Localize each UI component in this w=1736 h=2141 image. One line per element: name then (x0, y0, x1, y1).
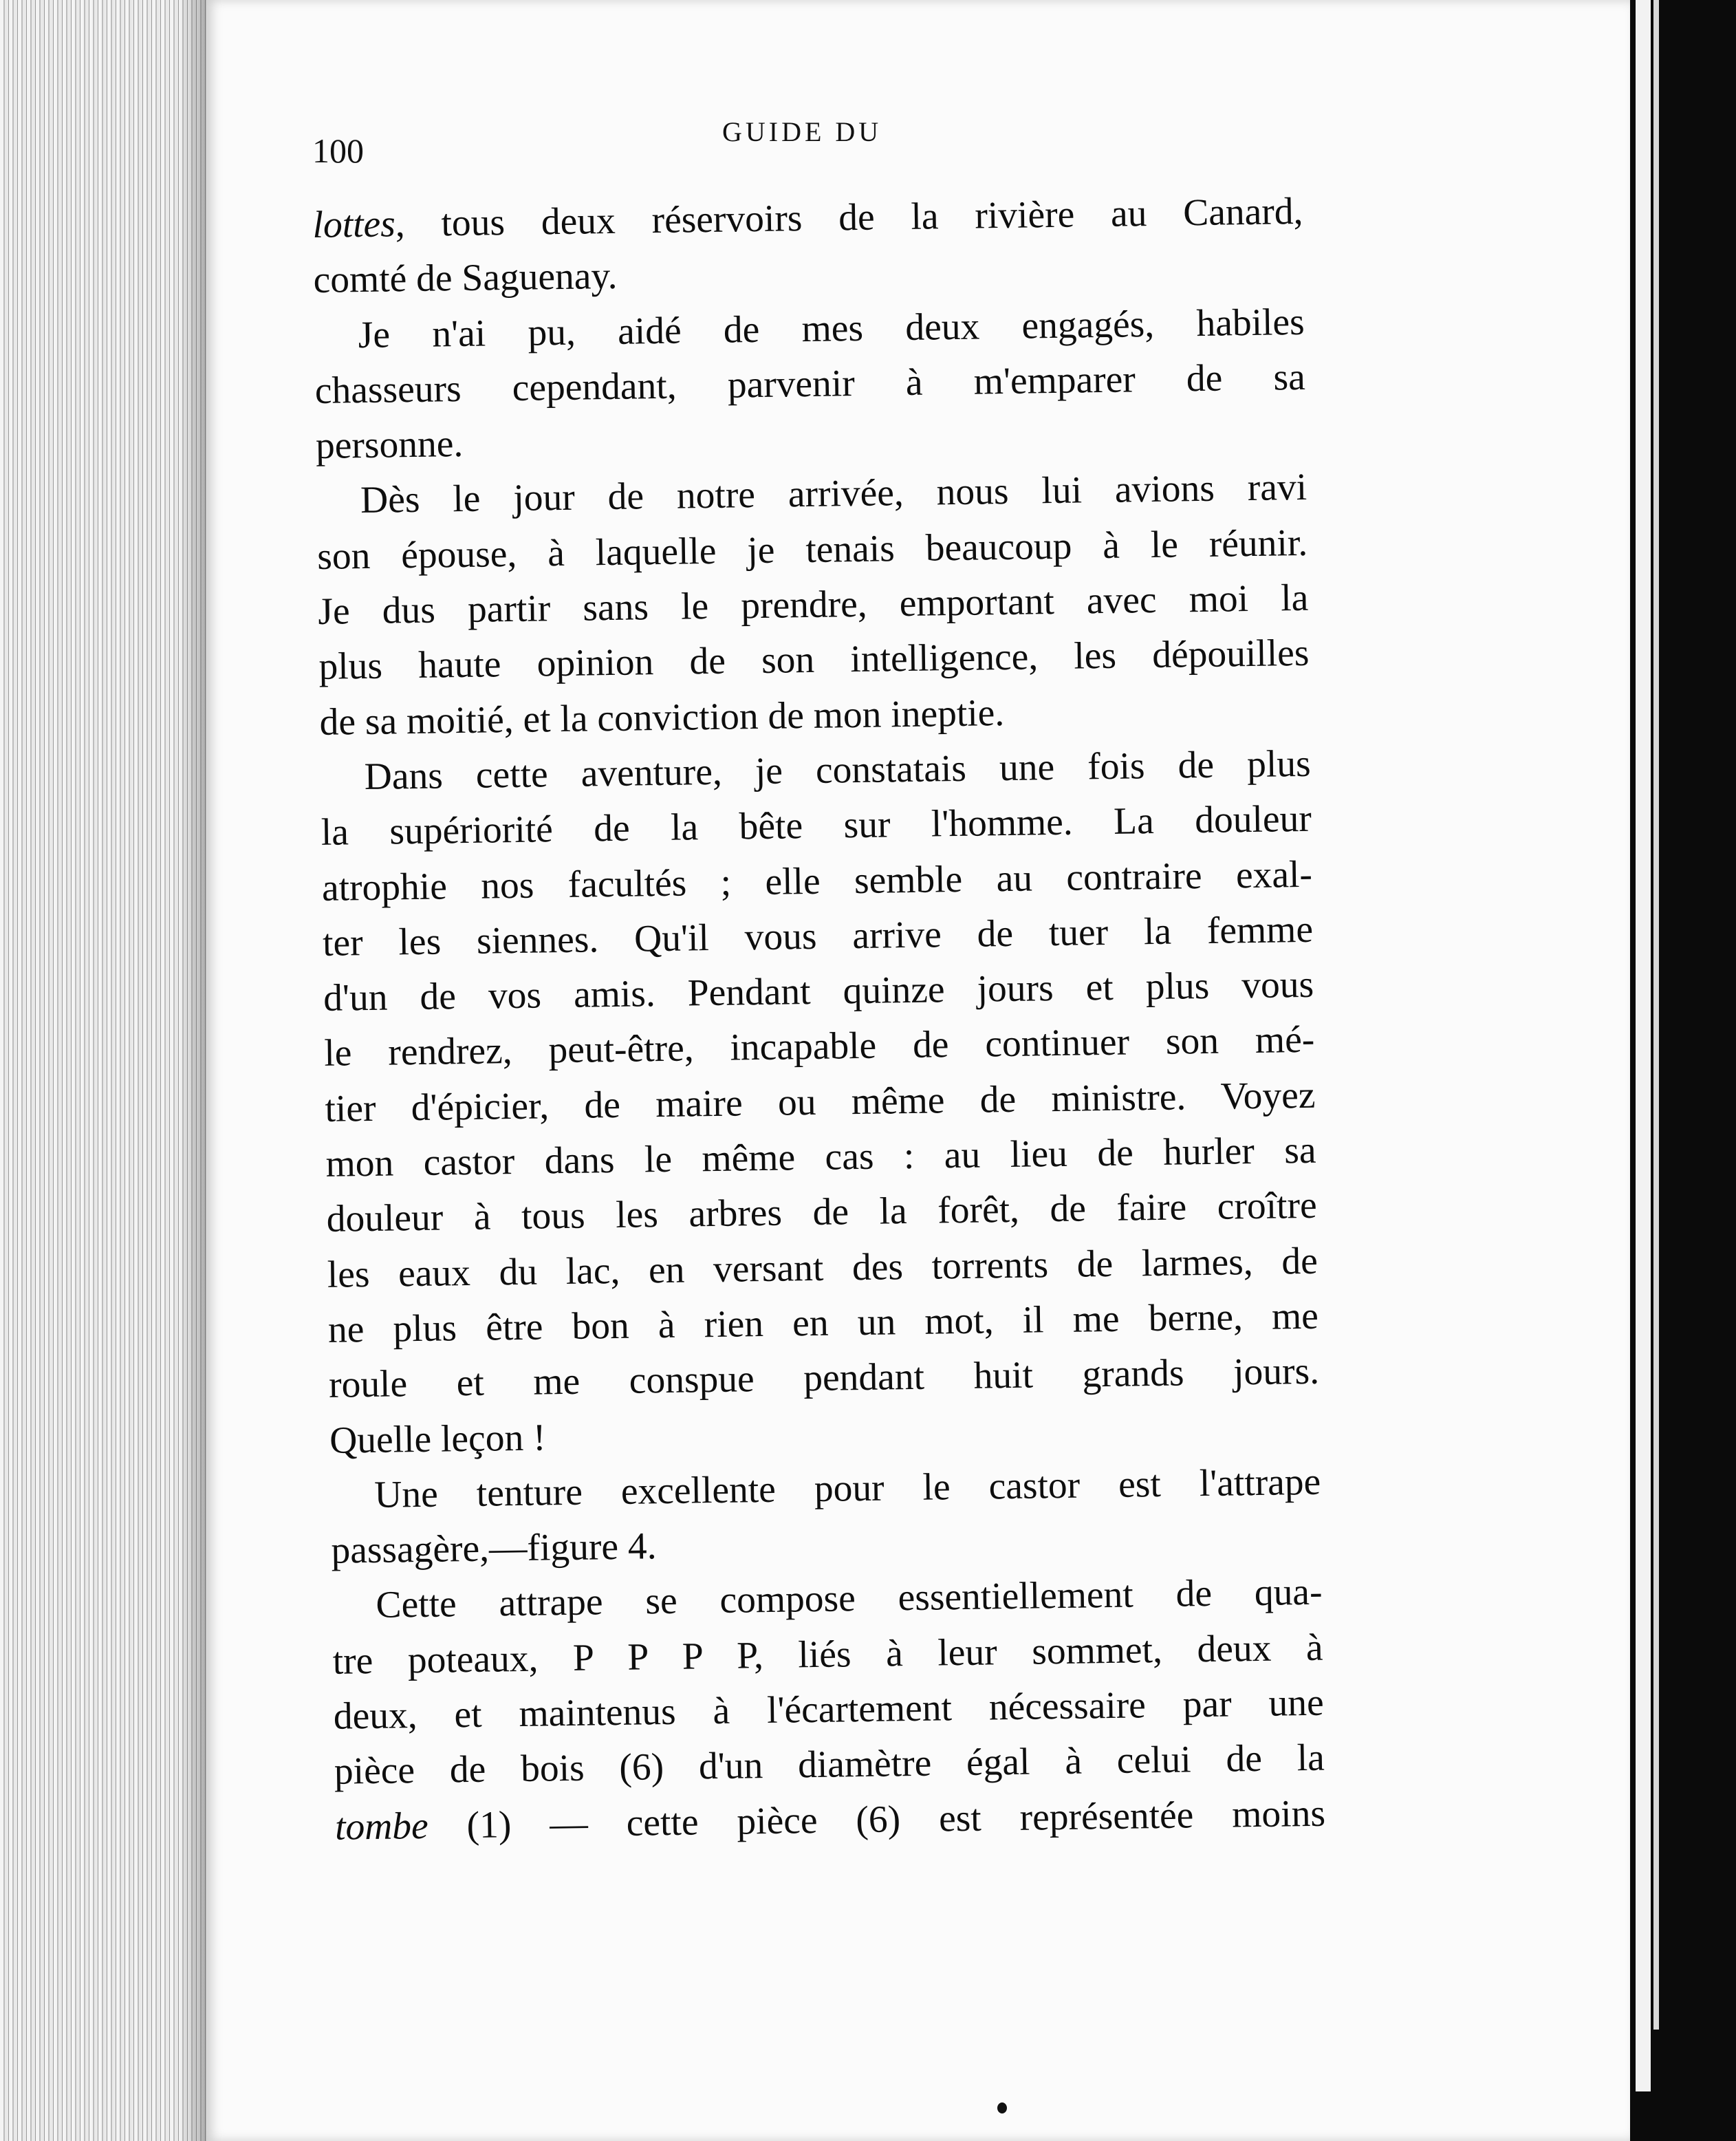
text-line: d'un de vos amis. Pendant quinze jours et plus vous (323, 963, 1314, 1020)
text-line: comté de Saguenay. (313, 255, 618, 302)
text-line: pièce de bois (6) d'un diamètre égal à celui de la (334, 1736, 1325, 1794)
text-line: ne plus être bon à rien en un mot, il me berne, me (327, 1295, 1319, 1351)
text-line: lottes, tous deux réservoirs de la rivière au Canard, (312, 190, 1303, 246)
body-text (312, 184, 1325, 1855)
text-line: atrophie nos facultés ; elle semble au contraire exal- (321, 853, 1313, 910)
text-line: Quelle leçon ! (329, 1416, 546, 1462)
facing-page-edge-shadow (1653, 0, 1659, 2030)
text-line: Dès le jour de notre arrivée, nous lui avions ravi (360, 466, 1308, 522)
text-line: les eaux du lac, en versant des torrents de larmes, de (327, 1240, 1319, 1296)
text-line: tre poteaux, P P P P, liés à leur sommet, deux à (332, 1626, 1323, 1683)
text-line: tier d'épicier, de maire ou même de ministre. Voyez (325, 1074, 1316, 1130)
text-line: de sa moitié, et la conviction de mon ineptie. (319, 691, 1005, 744)
stacked-page-edges (0, 0, 206, 2141)
text-line: mon castor dans le même cas : au lieu de hurler sa (325, 1129, 1316, 1185)
text-line: passagère,—figure 4. (331, 1525, 657, 1572)
text-line: Une tenture excellente pour le castor est l'attrape (373, 1461, 1321, 1516)
italic-word: lottes (312, 203, 396, 246)
text-line: son épouse, à laquelle je tenais beaucoup à le réunir. (316, 521, 1308, 578)
text-line: douleur à tous les arbres de la forêt, de faire croître (326, 1185, 1318, 1241)
text-line: la supériorité de la bête sur l'homme. La douleur (321, 798, 1312, 854)
text-line: plus haute opinion de son intelligence, les dépouilles (318, 632, 1310, 689)
running-title: GUIDE DU (722, 116, 882, 147)
text-line: roule et me conspue pendant huit grands jours. (328, 1350, 1320, 1407)
ink-dot-mark (997, 2102, 1007, 2113)
italic-word: tombe (334, 1805, 429, 1849)
text-line: le rendrez, peut-être, incapable de continuer son mé- (323, 1019, 1315, 1075)
text-line: Je n'ai pu, aidé de mes deux engagés, habiles (358, 301, 1305, 356)
text-line: deux, et maintenus à l'écartement nécessaire par une (333, 1681, 1325, 1738)
text-line: tombe (1) — cette pièce (6) est représentée moins (334, 1792, 1326, 1849)
text-line: Cette attrape se compose essentiellement de qua- (376, 1571, 1323, 1627)
text-line: Dans cette aventure, je constatais une fois de plus (364, 742, 1312, 798)
text-line: ter les siennes. Qu'il vous arrive de tuer la femme (322, 908, 1314, 965)
text-line: chasseurs cependant, parvenir à m'emparer de sa (314, 356, 1306, 412)
page-number: 100 (312, 131, 364, 170)
facing-page-edge (1636, 0, 1651, 2091)
text-line: personne. (315, 423, 464, 468)
text-line: Je dus partir sans le prendre, emportant avec moi la (317, 577, 1309, 634)
